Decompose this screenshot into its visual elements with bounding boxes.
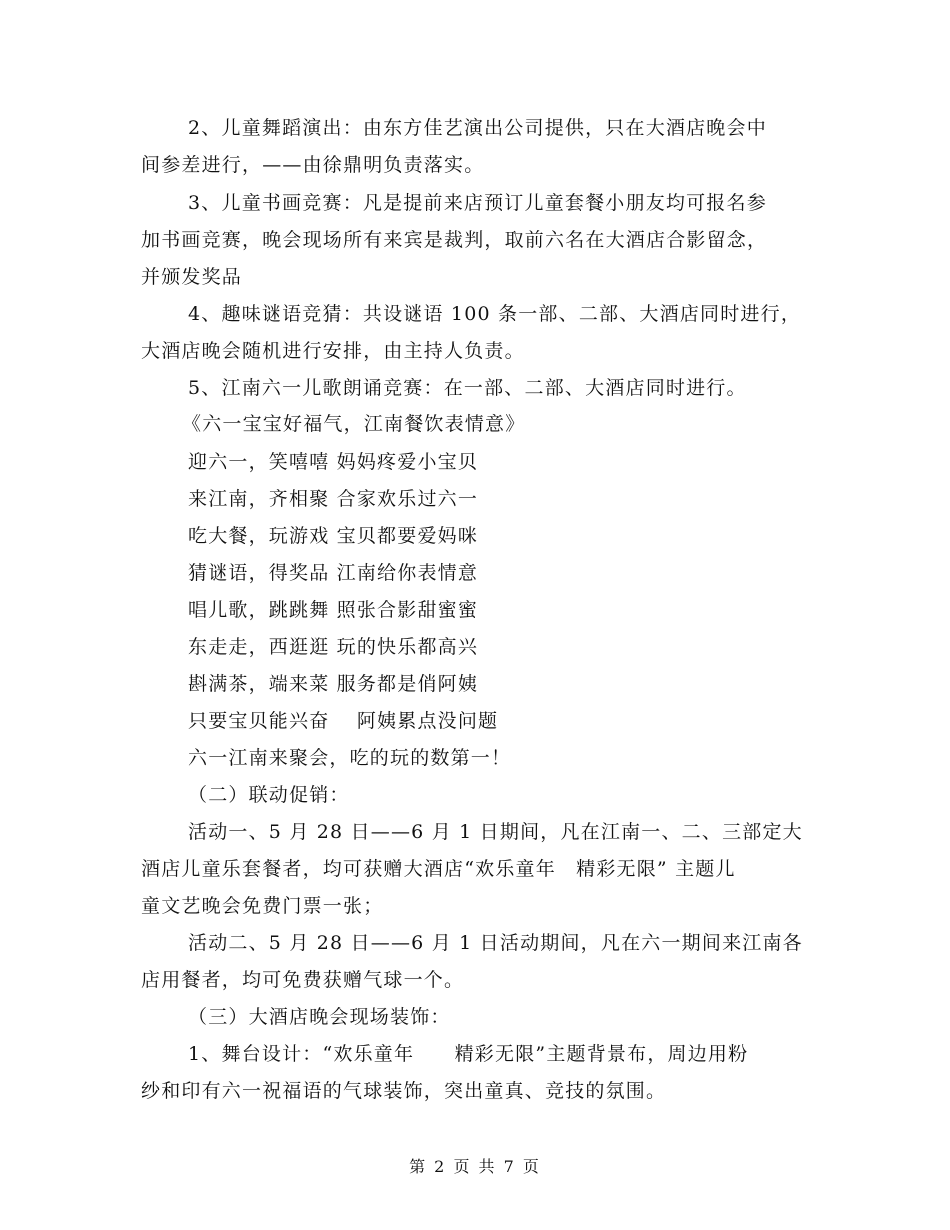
page-indicator: 第 2 页 共 7 页 (409, 1157, 541, 1176)
poem-line: 斟满茶，端来菜 服务都是俏阿姨 (188, 673, 479, 695)
paragraph-line: 4、趣味谜语竞猜：共设谜语 100 条一部、二部、大酒店同时进行， (188, 303, 802, 325)
poem-line: 吃大餐，玩游戏 宝贝都要爱妈咪 (188, 525, 479, 547)
paragraph-line: 活动二、5 月 28 日——6 月 1 日活动期间，凡在六一期间来江南各 (188, 932, 803, 954)
poem-line: 迎六一，笑嘻嘻 妈妈疼爱小宝贝 (188, 451, 479, 473)
poem-line: 唱儿歌，跳跳舞 照张合影甜蜜蜜 (188, 599, 479, 621)
paragraph-line: 纱和印有六一祝福语的气球装饰，突出童真、竞技的氛围。 (141, 1080, 667, 1102)
paragraph-line: 大酒店晚会随机进行安排，由主持人负责。 (141, 340, 525, 362)
paragraph-line: 酒店儿童乐套餐者，均可获赠大酒店“欢乐童年 精彩无限” 主题儿 (141, 858, 736, 880)
paragraph-line: 活动一、5 月 28 日——6 月 1 日期间，凡在江南一、二、三部定大 (188, 821, 803, 843)
poem-line: 六一江南来聚会，吃的玩的数第一！ (188, 747, 512, 769)
paragraph-line: 3、儿童书画竞赛：凡是提前来店预订儿童套餐小朋友均可报名参 (188, 192, 767, 214)
poem-line: 猜谜语，得奖品 江南给你表情意 (188, 562, 479, 584)
poem-line: 只要宝贝能兴奋 阿姨累点没问题 (188, 710, 499, 732)
paragraph-line: 并颁发奖品 (141, 266, 243, 288)
paragraph-line: 2、儿童舞蹈演出：由东方佳艺演出公司提供，只在大酒店晚会中 (188, 117, 767, 139)
paragraph-line: 间参差进行，——由徐鼎明负责落实。 (141, 154, 485, 176)
paragraph-line: 加书画竞赛，晚会现场所有来宾是裁判，取前六名在大酒店合影留念， (141, 229, 768, 251)
paragraph-line: 童文艺晚会免费门票一张； (141, 895, 384, 917)
poem-line: 来江南，齐相聚 合家欢乐过六一 (188, 488, 479, 510)
paragraph-line: 店用餐者，均可免费获赠气球一个。 (141, 969, 465, 991)
poem-title: 《六一宝宝好福气，江南餐饮表情意》 (182, 413, 526, 435)
paragraph-line: 1、舞台设计：“欢乐童年 精彩无限”主题背景布，周边用粉 (188, 1043, 749, 1065)
paragraph-line: 5、江南六一儿歌朗诵竞赛：在一部、二部、大酒店同时进行。 (188, 377, 747, 399)
poem-line: 东走走，西逛逛 玩的快乐都高兴 (188, 636, 479, 658)
section-heading: （三）大酒店晚会现场装饰： (188, 1006, 451, 1028)
section-heading: （二）联动促销： (188, 784, 350, 806)
